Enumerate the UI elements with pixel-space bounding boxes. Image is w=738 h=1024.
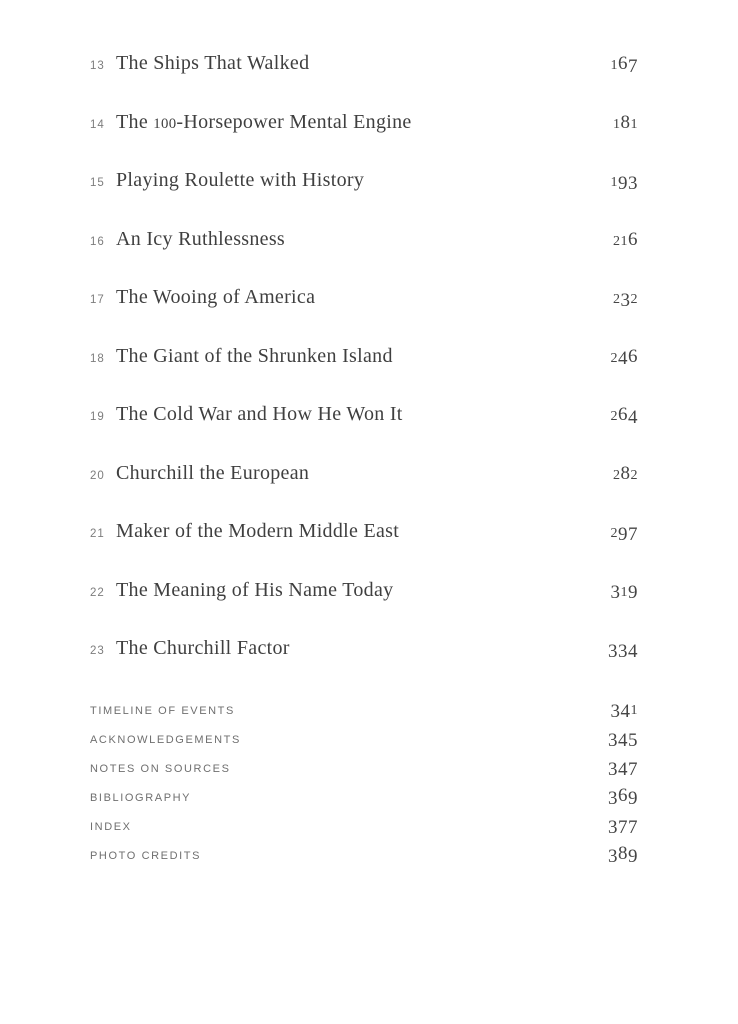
chapter-page-number: 246 [610,345,638,370]
toc-chapter-row [90,228,638,254]
chapter-title: The Cold War and How He Won It [116,403,403,425]
toc-content [90,0,638,872]
back-matter-label: INDEX [90,821,132,833]
toc-chapter-row [90,169,638,195]
chapter-title: The Ships That Walked [116,52,310,74]
toc-back-matter-row [90,698,638,727]
chapter-number: 22 [90,586,105,599]
chapter-page-number: 264 [610,404,638,428]
toc-back-matter-row [90,727,638,756]
toc-chapter-row [90,520,638,546]
chapter-title: The Churchill Factor [116,637,290,659]
back-matter-label: BIBLIOGRAPHY [90,792,192,804]
back-matter-page-number: 345 [608,729,638,751]
back-matter-label: NOTES ON SOURCES [90,763,231,775]
chapter-title: An Icy Ruthlessness [116,227,286,250]
chapter-number: 16 [90,235,105,248]
chapter-title: The 100-Horsepower Mental Engine [116,110,412,133]
chapter-number: 20 [90,469,105,482]
chapter-number: 19 [90,411,105,423]
chapter-title: Playing Roulette with History [116,169,365,191]
chapter-title: The Meaning of His Name Today [116,578,394,601]
toc-chapter-row [90,579,638,605]
chapter-title: Churchill the European [116,461,310,484]
back-matter-page-number: 369 [608,785,638,809]
back-matter-page-number: 341 [610,700,638,722]
toc-chapter-row [90,462,638,488]
chapter-number: 21 [90,528,105,540]
chapter-number: 15 [90,177,105,189]
toc-chapter-row [90,52,638,78]
toc-back-matter-row [90,756,638,785]
toc-back-matter-row [90,843,638,872]
chapter-list [90,52,638,663]
chapter-page-number: 319 [610,582,638,604]
chapter-page-number: 297 [610,523,638,545]
chapter-title: The Giant of the Shrunken Island [116,344,393,367]
toc-chapter-row [90,345,638,371]
chapter-number: 13 [90,60,105,72]
back-matter-list [90,698,638,872]
toc-back-matter-row [90,814,638,843]
chapter-page-number: 282 [612,462,638,484]
chapter-title: The Wooing of America [116,286,316,308]
back-matter-label: ACKNOWLEDGEMENTS [90,734,241,746]
chapter-title: Maker of the Modern Middle East [116,520,400,542]
chapter-number: 18 [90,352,105,365]
chapter-number: 14 [90,118,105,131]
chapter-number: 17 [90,294,105,306]
chapter-page-number: 216 [612,228,638,250]
back-matter-label: TIMELINE OF EVENTS [90,705,235,717]
back-matter-page-number: 389 [608,843,638,867]
back-matter-page-number: 377 [608,816,638,838]
toc-chapter-row [90,286,638,312]
back-matter-page-number: 347 [608,758,638,780]
chapter-page-number: 232 [612,289,638,311]
toc-back-matter-row [90,785,638,814]
chapter-page-number: 167 [610,53,638,77]
chapter-page-number: 181 [612,111,638,133]
chapter-page-number: 334 [608,640,638,662]
toc-chapter-row [90,111,638,137]
toc-chapter-row [90,403,638,429]
back-matter-label: PHOTO CREDITS [90,850,202,862]
chapter-page-number: 193 [610,172,638,194]
chapter-number: 23 [90,645,105,657]
toc-chapter-row [90,637,638,663]
